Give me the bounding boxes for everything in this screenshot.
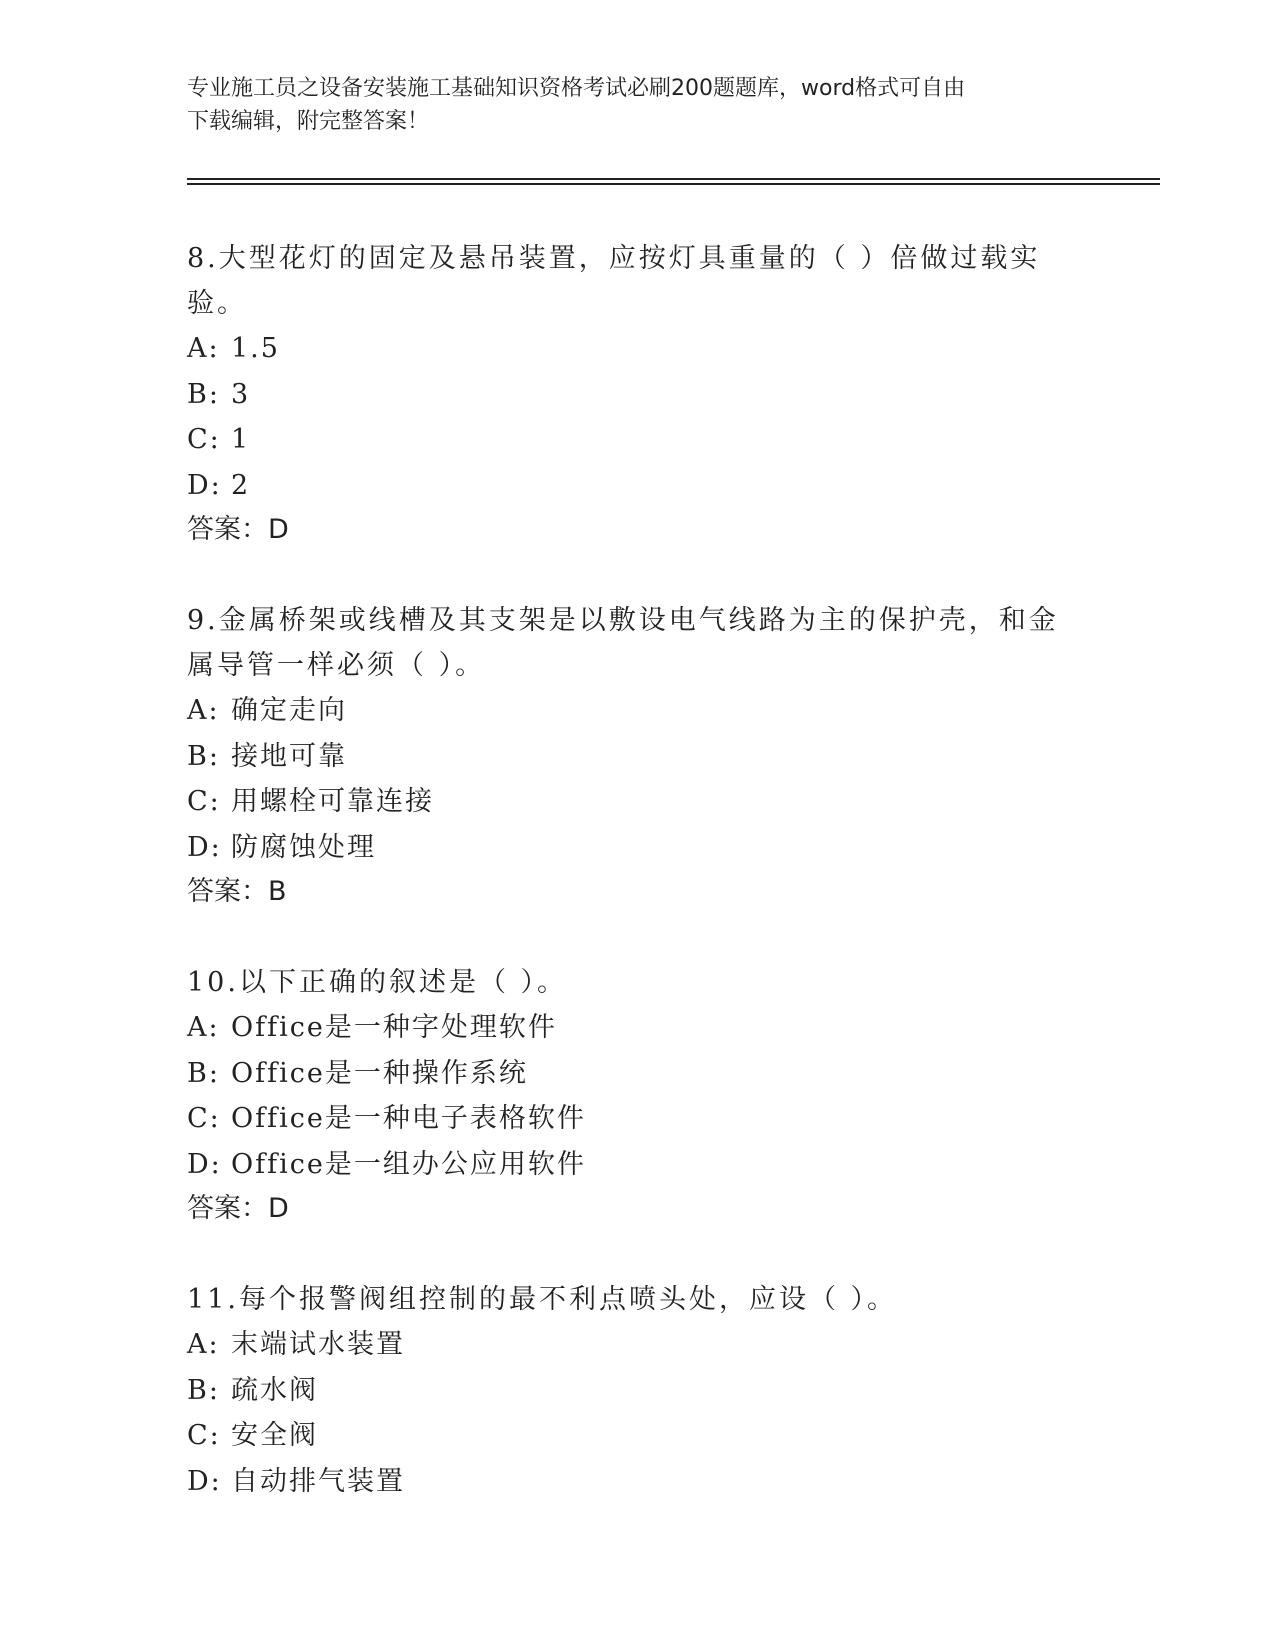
option-b (187, 1051, 1147, 1097)
option-c (187, 1096, 1147, 1142)
option-letter: C: (187, 1103, 221, 1134)
option-letter: D: (187, 831, 222, 863)
option-letter: B: (187, 1057, 220, 1089)
option-d (187, 1459, 1147, 1505)
option-d (187, 1142, 1147, 1188)
option-text: Office是一种电子表格软件 (231, 1103, 586, 1134)
option-letter: B: (187, 378, 220, 410)
option-text: 安全阀 (231, 1420, 318, 1451)
option-a (187, 688, 1147, 734)
answer-line: 答案：D (187, 1193, 289, 1224)
document-header (187, 72, 1087, 138)
option-c (187, 779, 1147, 825)
answer-line: 答案：B (187, 876, 287, 907)
option-letter: B: (187, 1374, 220, 1406)
question-list (187, 236, 1147, 1550)
answer-line: 答案：D (187, 514, 289, 545)
question-item (187, 1277, 1147, 1504)
option-text: 用螺栓可靠连接 (231, 786, 434, 817)
header-line-2: 下载编辑，附完整答案！ (187, 109, 430, 134)
option-letter: A: (187, 1329, 220, 1360)
question-item (187, 236, 1147, 552)
option-text: 接地可靠 (231, 740, 347, 772)
header-line-1: 专业施工员之设备安装施工基础知识资格考试必刷200题题库，word格式可自由 (187, 76, 966, 101)
question-item (187, 598, 1147, 914)
option-letter: D: (187, 1465, 222, 1497)
option-text: 1 (231, 424, 251, 455)
option-text: Office是一组办公应用软件 (231, 1148, 586, 1180)
option-d (187, 825, 1147, 871)
option-letter: C: (187, 1420, 221, 1451)
option-text: 确定走向 (231, 695, 347, 726)
option-text: Office是一种操作系统 (231, 1057, 528, 1089)
option-text: 2 (231, 469, 251, 501)
option-text: 末端试水装置 (231, 1329, 405, 1360)
option-c (187, 417, 1147, 463)
option-letter: C: (187, 424, 221, 455)
option-text: Office是一种字处理软件 (231, 1012, 557, 1043)
option-letter: D: (187, 1148, 222, 1180)
option-d (187, 463, 1147, 509)
option-a (187, 1005, 1147, 1051)
header-divider-bottom (187, 183, 1160, 185)
option-letter: B: (187, 740, 220, 772)
question-stem: 8.大型花灯的固定及悬吊装置，应按灯具重量的（ ）倍做过载实验。 (187, 243, 1041, 319)
question-stem: 10.以下正确的叙述是（ ）。 (187, 967, 568, 998)
header-divider-top (187, 178, 1160, 180)
question-stem: 9.金属桥架或线槽及其支架是以敷设电气线路为主的保护壳，和金属导管一样必须（ ）。 (187, 605, 1059, 681)
option-letter: A: (187, 1012, 220, 1043)
option-a (187, 1322, 1147, 1368)
option-text: 疏水阀 (231, 1374, 318, 1406)
option-letter: C: (187, 786, 221, 817)
option-b (187, 1368, 1147, 1414)
option-letter: D: (187, 469, 222, 501)
question-stem: 11.每个报警阀组控制的最不利点喷头处，应设（ ）。 (187, 1284, 898, 1315)
option-text: 1.5 (231, 333, 280, 364)
option-b (187, 372, 1147, 418)
question-item (187, 960, 1147, 1231)
option-c (187, 1413, 1147, 1459)
option-b (187, 734, 1147, 780)
option-letter: A: (187, 333, 220, 364)
option-text: 自动排气装置 (231, 1465, 405, 1497)
option-text: 防腐蚀处理 (231, 831, 376, 863)
option-a (187, 326, 1147, 372)
option-letter: A: (187, 695, 220, 726)
option-text: 3 (231, 378, 251, 410)
